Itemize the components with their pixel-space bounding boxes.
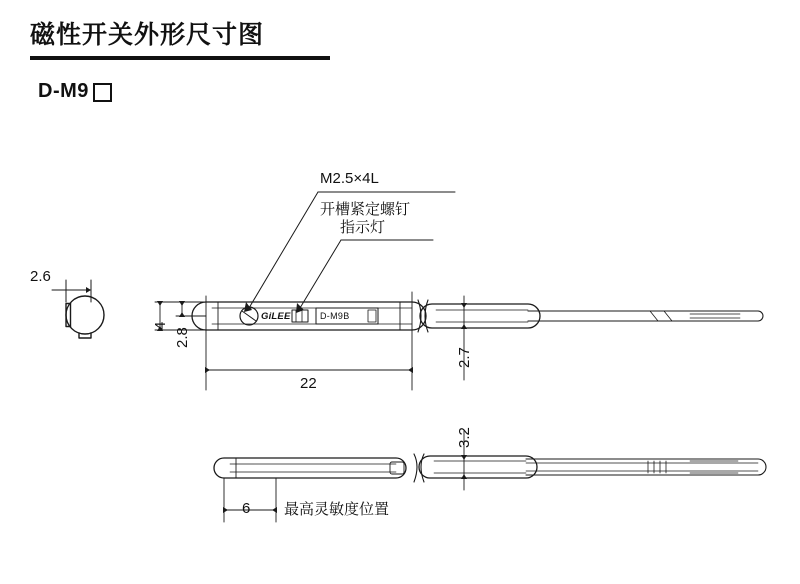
model-subtitle-text: D-M9 [38,80,89,102]
dimension-3-2-label: 3.2 [456,427,473,448]
dimension-drawing [0,130,800,570]
model-subtitle [38,80,112,103]
top-view-body [192,302,426,330]
side-view-body [214,458,406,478]
dimension-22-label: 22 [300,375,317,392]
dimension-6-label: 6 [242,500,251,517]
dimension-2-8-label: 2.8 [174,327,191,348]
callout-indicator-lamp: 指示灯 [340,219,386,236]
device-model-label: D-M9B [320,311,350,321]
callout-screw-spec: M2.5×4L [320,170,379,187]
top-view-cable [420,304,763,328]
dimension-2-7-label: 2.7 [456,347,473,368]
note-max-sensitivity: 最高灵敏度位置 [284,501,390,518]
header [30,22,770,60]
callout-screw-name: 开槽紧定螺钉 [320,201,411,218]
drawing-svg [0,130,800,570]
dim-2-6-leader [52,280,91,302]
end-view-circle [66,296,104,338]
model-placeholder-box-icon [93,83,112,102]
brand-logo-text: GiLEE [261,311,291,322]
title-underline [30,56,330,60]
side-view-cable [419,456,766,478]
page-title: 磁性开关外形尺寸图 [30,21,265,49]
dimension-4-label: 4 [152,321,169,330]
dimension-2-6-label: 2.6 [30,268,51,285]
